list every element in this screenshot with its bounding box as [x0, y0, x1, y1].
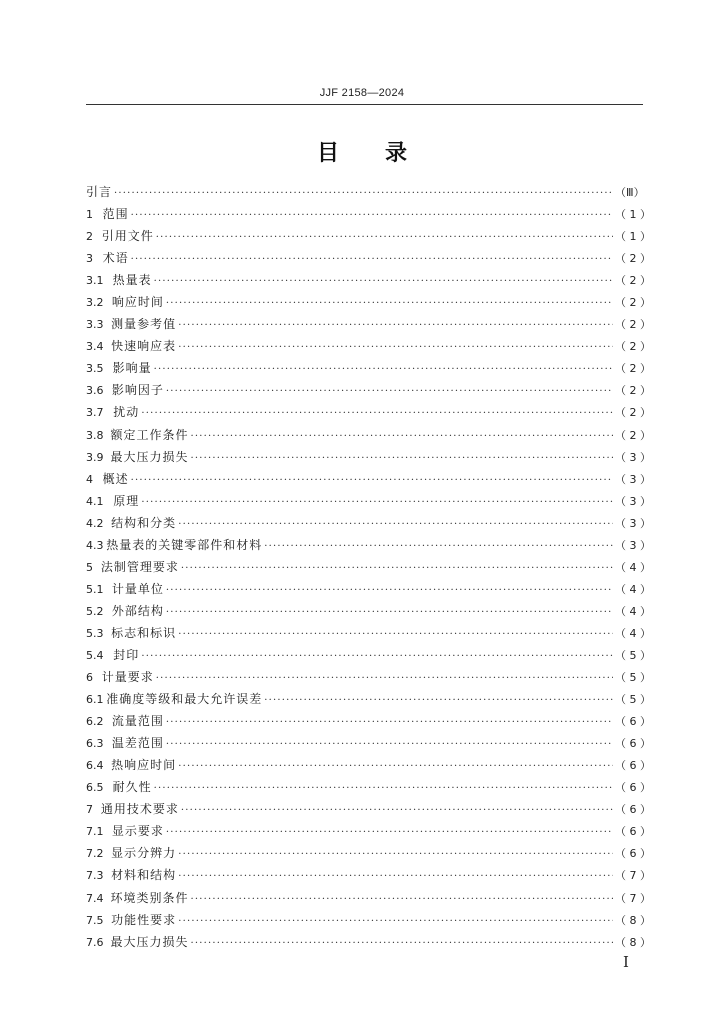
dot-leader [178, 337, 613, 359]
toc-entry-page: （ 2 ） [615, 384, 651, 398]
toc-entry-title: 概述 [102, 471, 129, 486]
toc-entry[interactable] [86, 424, 651, 446]
dot-leader [166, 381, 613, 403]
toc-entry-number: 1 [86, 208, 93, 222]
toc-entry-title: 最大压力损失 [110, 449, 189, 464]
toc-entry[interactable] [86, 534, 651, 556]
page-number: I [623, 953, 629, 971]
toc-entry-page: （ 3 ） [615, 538, 651, 552]
dot-leader [178, 866, 613, 888]
toc-entry-page: （ 4 ） [615, 604, 651, 618]
dot-leader [166, 734, 613, 756]
toc-entry-page: （ 2 ） [615, 296, 651, 310]
toc-entry-number: 3.3 [86, 318, 104, 332]
toc-entry-number: 4.2 [86, 516, 104, 530]
toc-entry-title: 热量表 [112, 273, 152, 288]
toc-entry-title: 额定工作条件 [110, 427, 189, 442]
toc-title-char-2: 录 [385, 141, 408, 166]
toc-entry-title: 热量表的关键零部件和材料 [106, 537, 263, 552]
toc-entry-number: 7.4 [86, 891, 104, 905]
toc-entry-page: （ 1 ） [615, 208, 651, 222]
toc-entry-number: 6.1 [86, 693, 104, 707]
toc-entry[interactable] [86, 181, 643, 203]
toc-entry-page: （ 2 ） [615, 318, 651, 332]
toc-entry-title: 引用文件 [101, 229, 154, 244]
toc-entry-number: 7.5 [86, 913, 104, 927]
toc-entry-page: （ 5 ） [615, 671, 651, 685]
toc-entry-page: （ 4 ） [615, 626, 651, 640]
toc-entry[interactable] [86, 864, 651, 886]
dot-leader [141, 492, 613, 514]
toc-entry-number: 5.3 [86, 626, 104, 640]
toc-title [0, 136, 724, 167]
dot-leader [166, 822, 613, 844]
toc-entry-page: （ 6 ） [615, 847, 651, 861]
toc-entry[interactable] [86, 468, 651, 490]
dot-leader [178, 911, 613, 933]
toc-entry-number: 3.2 [86, 296, 104, 310]
toc-entry-title: 温差范围 [111, 736, 164, 751]
toc-entry-number: 6.2 [86, 715, 104, 729]
toc-entry[interactable] [86, 842, 651, 864]
toc-entry[interactable] [86, 225, 651, 247]
toc-entry[interactable] [86, 379, 651, 401]
toc-entry-title: 环境类别条件 [110, 890, 189, 905]
toc-entry-number: 3.4 [86, 340, 104, 354]
toc-entry[interactable] [86, 291, 651, 313]
dot-leader [114, 183, 613, 205]
toc-entry-title: 引言 [86, 185, 113, 199]
dot-leader [154, 778, 613, 800]
dot-leader [131, 205, 613, 227]
toc-entry[interactable] [86, 931, 651, 953]
toc-entry-number: 3.9 [86, 450, 104, 464]
toc-entry-page: （ 1 ） [615, 230, 651, 244]
toc-entry-number: 7 [86, 803, 93, 817]
toc-entry-title: 扰动 [113, 405, 140, 420]
toc-entry[interactable] [86, 556, 651, 578]
toc-entry-number: 7.3 [86, 869, 104, 883]
document-code: JJF 2158—2024 [319, 87, 405, 99]
dot-leader [154, 359, 613, 381]
toc-entry-number: 7.6 [86, 935, 104, 949]
toc-entry-number: 5.1 [86, 582, 104, 596]
toc-entry-title: 最大压力损失 [110, 934, 189, 949]
toc-entry-title: 法制管理要求 [100, 559, 179, 574]
toc-entry-title: 显示分辨力 [111, 846, 177, 861]
toc-entry-title: 原理 [113, 493, 140, 508]
toc-entry-page: （ 5 ） [615, 693, 651, 707]
dot-leader [178, 514, 613, 536]
dot-leader [166, 602, 613, 624]
toc-entry-title: 结构和分类 [111, 515, 177, 530]
toc-entry[interactable] [86, 732, 651, 754]
toc-entry-page: （Ⅲ） [615, 186, 645, 199]
toc-entry-title: 通用技术要求 [100, 802, 179, 817]
toc-entry-number: 6.4 [86, 759, 104, 773]
dot-leader [178, 315, 613, 337]
dot-leader [178, 756, 613, 778]
toc-entry-title: 影响量 [112, 361, 152, 376]
toc-entry-page: （ 2 ） [615, 252, 651, 266]
toc-entry-page: （ 4 ） [615, 560, 651, 574]
toc-entry[interactable] [86, 666, 651, 688]
toc-entry-page: （ 2 ） [615, 274, 651, 288]
toc-entry[interactable] [86, 401, 651, 423]
toc-entry-title: 标志和标识 [111, 625, 177, 640]
toc-entry[interactable] [86, 269, 651, 291]
toc-entry-page: （ 3 ） [615, 494, 651, 508]
dot-leader [190, 448, 613, 470]
toc-entry-page: （ 4 ） [615, 582, 651, 596]
toc-entry-page: （ 5 ） [615, 648, 651, 662]
toc-entry-title: 封印 [113, 647, 140, 662]
toc-entry-title: 准确度等级和最大允许误差 [106, 692, 263, 707]
toc-entry-number: 4.3 [86, 538, 104, 552]
toc-entry-title: 功能性要求 [111, 912, 177, 927]
toc-entry-title: 术语 [102, 251, 129, 266]
toc-entry-page: （ 6 ） [615, 781, 651, 795]
dot-leader [190, 889, 613, 911]
dot-leader [264, 690, 613, 712]
dot-leader [141, 403, 613, 425]
dot-leader [264, 536, 613, 558]
toc-entry-number: 3.6 [86, 384, 104, 398]
toc-entry-number: 3 [86, 252, 93, 266]
toc-entry[interactable] [86, 490, 651, 512]
toc-entry-title: 范围 [102, 207, 129, 222]
toc-entry-title: 显示要求 [111, 824, 164, 839]
toc-entry-number: 5.2 [86, 604, 104, 618]
toc-entry-number: 3.5 [86, 362, 104, 376]
toc-entry[interactable] [86, 600, 651, 622]
toc-title-char-1: 目 [316, 141, 339, 166]
toc-entry-number: 5 [86, 560, 93, 574]
toc-entry-page: （ 6 ） [615, 803, 651, 817]
toc-entry-number: 4 [86, 472, 93, 486]
toc-entry[interactable] [86, 909, 651, 931]
toc-entry-number: 4.1 [86, 494, 104, 508]
toc-entry-page: （ 2 ） [615, 362, 651, 376]
toc-entry[interactable] [86, 357, 651, 379]
dot-leader [181, 558, 613, 580]
toc-entry-page: （ 6 ） [615, 715, 651, 729]
toc-entry-page: （ 3 ） [615, 516, 651, 530]
toc-entry[interactable] [86, 578, 651, 600]
header-rule [86, 104, 643, 105]
toc-entry-title: 影响因子 [111, 383, 164, 398]
toc-entry-page: （ 3 ） [615, 450, 651, 464]
dot-leader [131, 249, 613, 271]
toc-entry-number: 6 [86, 671, 93, 685]
dot-leader [166, 712, 613, 734]
toc-entry-number: 3.7 [86, 406, 104, 420]
toc-entry-page: （ 6 ） [615, 825, 651, 839]
toc-entry-number: 7.1 [86, 825, 104, 839]
toc-entry-page: （ 2 ） [615, 340, 651, 354]
toc-entry-page: （ 8 ） [615, 913, 651, 927]
toc-entry[interactable] [86, 203, 651, 225]
toc-entry-title: 热响应时间 [111, 758, 177, 773]
toc-entry-number: 7.2 [86, 847, 104, 861]
toc-entry-page: （ 7 ） [615, 869, 651, 883]
toc-entry-title: 计量要求 [101, 670, 154, 685]
toc-entry-title: 响应时间 [111, 295, 164, 310]
toc-entry-number: 5.4 [86, 648, 104, 662]
toc-entry-title: 测量参考值 [111, 317, 177, 332]
dot-leader [154, 271, 613, 293]
toc-entry-page: （ 2 ） [615, 406, 651, 420]
toc-entry[interactable] [86, 247, 651, 269]
dot-leader [156, 227, 613, 249]
dot-leader [181, 800, 613, 822]
toc-entry[interactable] [86, 313, 651, 335]
toc-entry[interactable] [86, 644, 651, 666]
dot-leader [131, 470, 613, 492]
toc-entry-page: （ 8 ） [615, 935, 651, 949]
toc-entry-page: （ 6 ） [615, 737, 651, 751]
toc-entry-number: 3.8 [86, 428, 104, 442]
toc-entry-number: 6.3 [86, 737, 104, 751]
toc-entry[interactable] [86, 446, 651, 468]
toc-entry-page: （ 3 ） [615, 472, 651, 486]
toc-entry[interactable] [86, 335, 651, 357]
dot-leader [156, 668, 613, 690]
dot-leader [166, 580, 613, 602]
dot-leader [190, 426, 613, 448]
toc-entry[interactable] [86, 776, 651, 798]
toc-entry-page: （ 2 ） [615, 428, 651, 442]
toc-entry-page: （ 6 ） [615, 759, 651, 773]
toc-entry[interactable] [86, 820, 651, 842]
dot-leader [141, 646, 613, 668]
dot-leader [190, 933, 613, 955]
toc-entry-title: 流量范围 [111, 714, 164, 729]
toc-entry[interactable] [86, 710, 651, 732]
toc-entry[interactable] [86, 754, 651, 776]
toc-entry-number: 6.5 [86, 781, 104, 795]
toc-entry-page: （ 7 ） [615, 891, 651, 905]
dot-leader [178, 844, 613, 866]
toc-entry-title: 材料和结构 [111, 868, 177, 883]
toc-entry-number: 3.1 [86, 274, 104, 288]
dot-leader [178, 624, 613, 646]
toc-entry[interactable] [86, 512, 651, 534]
toc-entry-title: 快速响应表 [111, 339, 177, 354]
table-of-contents [86, 181, 651, 953]
toc-entry-title: 耐久性 [112, 780, 152, 795]
toc-entry[interactable] [86, 887, 651, 909]
toc-entry[interactable] [86, 688, 651, 710]
toc-entry[interactable] [86, 622, 651, 644]
toc-entry-number: 2 [86, 230, 93, 244]
toc-entry-title: 外部结构 [111, 603, 164, 618]
dot-leader [166, 293, 613, 315]
toc-entry[interactable] [86, 798, 651, 820]
toc-entry-title: 计量单位 [111, 581, 164, 596]
